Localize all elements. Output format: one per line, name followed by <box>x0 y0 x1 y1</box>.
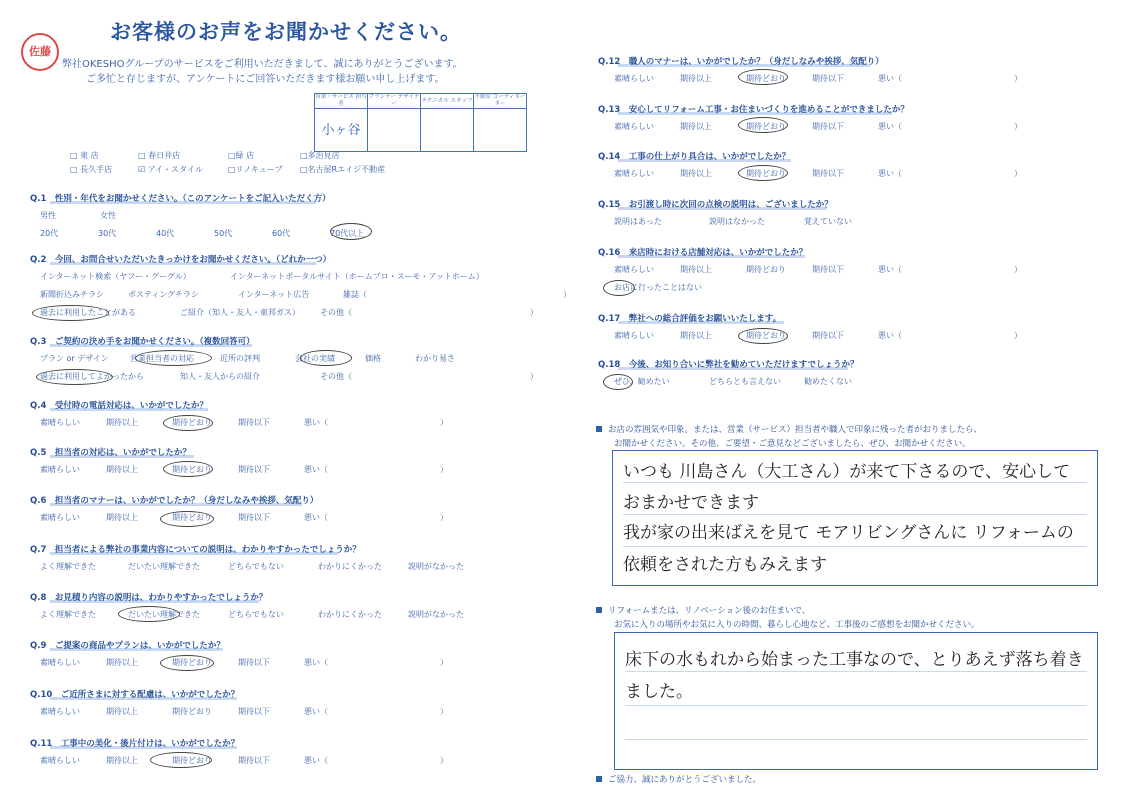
answer-option[interactable]: 素晴らしい <box>40 658 80 667</box>
store-checklist <box>70 150 385 175</box>
answer-option[interactable]: ご紹介（知人・友人・東邦ガス） <box>180 308 300 317</box>
left-question-3: Q.3 ご契約の決め手をお聞かせください。（複数回答可） <box>30 337 255 347</box>
comment2-box[interactable] <box>614 632 1098 770</box>
answer-option[interactable]: 30代 <box>98 229 117 238</box>
answer-option[interactable]: インターネットポータルサイト（ホームプロ・スーモ・アットホーム） <box>230 272 484 281</box>
answer-circle <box>118 606 180 622</box>
answer-option[interactable]: 期待どおり <box>746 265 786 274</box>
answer-option[interactable]: 期待以上 <box>680 169 712 178</box>
intro-line-2: ご多忙と存じますが、アンケートにご回答いただきます様お願い申し上げます。 <box>86 74 445 85</box>
comment1-line: おまかせできます <box>623 493 759 513</box>
answer-option[interactable]: ） <box>440 418 448 427</box>
answer-option[interactable]: 期待以下 <box>238 418 270 427</box>
answer-option[interactable]: ） <box>440 513 448 522</box>
answer-circle <box>603 374 633 390</box>
right-question-6: Q.17 弊社への総合評価をお願いいたします。 <box>598 314 782 324</box>
staff-technical-empty <box>421 109 474 152</box>
answer-option[interactable]: 70代以上 <box>330 229 365 238</box>
answer-option[interactable]: 悪い（ <box>878 169 902 178</box>
seal-stamp: 佐藤 <box>21 33 59 71</box>
answer-row <box>40 210 160 221</box>
comment2-prompt-1 <box>596 604 810 616</box>
answer-option[interactable]: どちらとも言えない <box>709 377 781 386</box>
answer-option[interactable]: 素晴らしい <box>614 265 654 274</box>
store-option[interactable]: □名古屋Rエイジ不動産 <box>300 165 386 174</box>
answer-option[interactable]: ） <box>440 756 448 765</box>
answer-option[interactable]: ） <box>530 372 538 381</box>
right-question-7: Q.18 今後、お知り合いに弊社を勧めていただけますでしょうか？ <box>598 360 859 370</box>
answer-option[interactable]: 悪い（ <box>304 513 328 522</box>
answer-option[interactable]: 悪い（ <box>304 756 328 765</box>
answer-option[interactable]: 期待どおり <box>172 465 212 474</box>
answer-option[interactable]: 期待以上 <box>106 658 138 667</box>
left-question-5: Q.5 担当者の対応は、いかがでしたか？ <box>30 448 191 458</box>
answer-circle <box>738 328 788 344</box>
answer-row <box>614 73 1034 84</box>
staff-header-technical: テクニカル スタッフ <box>421 94 474 109</box>
answer-row <box>40 512 460 523</box>
answer-circle <box>603 280 635 296</box>
answer-option[interactable]: ） <box>563 290 571 299</box>
answer-option[interactable]: ） <box>1014 265 1022 274</box>
answer-option[interactable]: 悪い（ <box>878 265 902 274</box>
comment1-prompt-1-text: お店の雰囲気や印象。または、営業（サービス）担当者や職人で印象に残った者がおりましたら、 <box>608 425 983 435</box>
answer-option[interactable]: 期待どおり <box>172 658 212 667</box>
comment2-prompt-2: お気に入りの場所やお気に入りの時間、暮らし心地など、工事後のご感想をお聞かせください。 <box>614 620 980 630</box>
answer-row <box>40 706 460 717</box>
answer-option[interactable]: わかりにくかった <box>318 610 382 619</box>
answer-circle <box>738 165 788 181</box>
left-question-2: Q.2 今回、お問合せいただいたきっかけをお聞かせください。（どれか一つ） <box>30 255 332 265</box>
answer-option[interactable]: 過去に利用してよかったから <box>40 372 144 381</box>
right-question-2: Q.13 安心してリフォーム工事・お住まいづくりを進めることができましたか？ <box>598 105 909 115</box>
store-option[interactable]: □緑 店 <box>228 151 255 160</box>
answer-option[interactable]: 素晴らしい <box>614 122 654 131</box>
answer-option[interactable]: 期待以下 <box>238 465 270 474</box>
staff-realestate-empty <box>474 109 527 152</box>
answer-row <box>614 216 899 227</box>
answer-option[interactable]: 期待どおり <box>746 74 786 83</box>
right-question-4: Q.15 お引渡し時に次回の点検の説明は、ございましたか？ <box>598 200 833 210</box>
answer-option[interactable]: どちらでもない <box>228 562 284 571</box>
answer-option[interactable]: 悪い（ <box>304 465 328 474</box>
comment2-line: 床下の水もれから始まった工事なので、とりあえず落ち着き <box>625 650 1084 670</box>
answer-option[interactable]: 素晴らしい <box>614 74 654 83</box>
answer-option[interactable]: ） <box>440 658 448 667</box>
comment1-line: いつも 川島さん（大工さん）が来て下さるので、安心して <box>623 462 1071 482</box>
answer-option[interactable]: 期待以下 <box>812 74 844 83</box>
answer-circle <box>300 350 352 366</box>
answer-circle <box>330 223 372 240</box>
answer-option[interactable]: 20代 <box>40 229 59 238</box>
answer-option[interactable]: 素晴らしい <box>40 756 80 765</box>
answer-option[interactable]: 期待以上 <box>680 74 712 83</box>
answer-option[interactable]: 期待以上 <box>680 122 712 131</box>
answer-option[interactable]: 期待以下 <box>238 658 270 667</box>
answer-row <box>614 264 1034 275</box>
thanks-text: ご協力、誠にありがとうございました。 <box>608 775 762 785</box>
store-option[interactable]: □ 春日井店 <box>138 151 181 160</box>
answer-option[interactable]: その他（ <box>320 308 352 317</box>
answer-row <box>614 168 1034 179</box>
answer-option[interactable]: 説明はなかった <box>709 217 765 226</box>
store-row-1 <box>70 150 385 161</box>
answer-option[interactable]: 50代 <box>214 229 233 238</box>
answer-option[interactable]: 期待どおり <box>172 513 212 522</box>
answer-option[interactable]: 期待以下 <box>238 756 270 765</box>
answer-option[interactable]: インターネット広告 <box>238 290 310 299</box>
answer-option[interactable]: その他（ <box>320 372 352 381</box>
answer-option[interactable]: 期待どおり <box>746 331 786 340</box>
answer-option[interactable]: 期待どおり <box>746 122 786 131</box>
staff-header-sales: 営業・サービス 担当者 <box>315 94 367 107</box>
left-question-10: Q.10 ご近所さまに対する配慮は、いかがでしたか？ <box>30 690 240 700</box>
answer-row <box>40 289 583 300</box>
answer-option[interactable]: 期待どおり <box>746 169 786 178</box>
answer-option[interactable]: 40代 <box>156 229 175 238</box>
answer-option[interactable]: 説明はあった <box>614 217 662 226</box>
thanks-note <box>596 773 761 785</box>
answer-row <box>40 417 460 428</box>
answer-circle <box>163 415 213 431</box>
answer-option[interactable]: 悪い（ <box>878 122 902 131</box>
answer-option[interactable]: どちらでもない <box>228 610 284 619</box>
answer-row <box>40 271 530 282</box>
answer-option[interactable]: 営業担当者の対応 <box>130 354 194 363</box>
store-option[interactable]: □リノキューブ <box>228 165 283 174</box>
store-option[interactable]: □ 東 店 <box>70 151 99 160</box>
comment1-prompt-2: お聞かせください。その他、ご要望・ご意見などございましたら、ぜひ、お聞かせください。 <box>614 439 971 449</box>
answer-option[interactable]: 説明がなかった <box>408 610 464 619</box>
comment1-line: 我が家の出来ばえを見て モアリビングさんに リフォームの <box>623 523 1074 543</box>
answer-row <box>40 609 488 620</box>
answer-circle <box>32 305 109 321</box>
answer-row <box>40 371 550 382</box>
answer-option[interactable]: よく理解できた <box>40 610 96 619</box>
comment2-line: ました。 <box>625 682 693 702</box>
answer-option[interactable]: お店に行ったことはない <box>614 283 702 292</box>
answer-option[interactable]: 素晴らしい <box>614 169 654 178</box>
answer-option[interactable]: インターネット検索（ヤフー・グーグル） <box>40 272 191 281</box>
answer-option[interactable]: 期待以上 <box>106 513 138 522</box>
answer-row <box>614 330 1034 341</box>
answer-option[interactable]: 近所の評判 <box>220 354 260 363</box>
answer-option[interactable]: 悪い（ <box>304 658 328 667</box>
right-question-5: Q.16 来店時における店舗対応は、いかがでしたか？ <box>598 248 808 258</box>
answer-option[interactable]: だいたい理解できた <box>128 562 200 571</box>
answer-option[interactable]: 期待以上 <box>106 707 138 716</box>
left-question-7: Q.7 担当者による弊社の事業内容についての説明は、わかりやすかったでしょうか？ <box>30 545 361 555</box>
answer-circle <box>160 511 214 527</box>
answer-option[interactable]: 60代 <box>272 229 291 238</box>
left-question-11: Q.11 工事中の美化・後片付けは、いかがでしたか？ <box>30 739 240 749</box>
answer-option[interactable]: 期待以上 <box>106 756 138 765</box>
answer-circle <box>160 655 214 671</box>
answer-option[interactable]: 覚えていない <box>804 217 852 226</box>
store-option[interactable]: □ 長久手店 <box>70 165 113 174</box>
answer-option[interactable]: 悪い（ <box>878 331 902 340</box>
answer-option[interactable]: 勧めたくない <box>804 377 852 386</box>
intro-line-1: 弊社OKESHOグループのサービスをご利用いただきまして、誠にありがとうございます。 <box>62 59 463 70</box>
answer-row <box>40 657 460 668</box>
answer-option[interactable]: 素晴らしい <box>40 707 80 716</box>
answer-row <box>40 464 460 475</box>
store-option[interactable]: ☑ アイ・スタイル <box>138 165 203 174</box>
answer-option[interactable]: ぜひ、勧めたい <box>614 377 670 386</box>
answer-option[interactable]: 期待どおり <box>172 756 212 765</box>
page-title: お客様のお声をお聞かせください。 <box>110 20 462 44</box>
comment2-prompt-1-text: リフォームまたは、リノベーション後のお住まいで、 <box>608 606 811 616</box>
answer-circle <box>163 461 213 477</box>
answer-row <box>614 121 1034 132</box>
answer-option[interactable]: 過去に利用したことがある <box>40 308 136 317</box>
answer-option[interactable]: 会社の実績 <box>295 354 335 363</box>
answer-option[interactable]: 期待以下 <box>812 169 844 178</box>
answer-option[interactable]: よく理解できた <box>40 562 96 571</box>
answer-option[interactable]: 期待以下 <box>812 265 844 274</box>
answer-option[interactable]: 期待以上 <box>106 465 138 474</box>
left-question-1: Q.1 性別・年代をお聞かせください。（このアンケートをご記入いただく方） <box>30 194 331 204</box>
answer-option[interactable]: 期待以下 <box>812 331 844 340</box>
answer-option[interactable]: 素晴らしい <box>614 331 654 340</box>
left-question-9: Q.9 ご提案の商品やプランは、いかがでしたか？ <box>30 641 225 651</box>
staff-table <box>314 93 527 152</box>
answer-option[interactable]: 悪い（ <box>304 418 328 427</box>
answer-circle <box>36 369 113 385</box>
answer-row <box>40 561 488 572</box>
answer-option[interactable]: 新聞折込みチラシ <box>40 290 104 299</box>
answer-row <box>40 307 550 318</box>
left-question-8: Q.8 お見積り内容の説明は、わかりやすかったでしょうか？ <box>30 593 268 603</box>
answer-option[interactable]: ） <box>1014 331 1022 340</box>
answer-option[interactable]: ） <box>1014 74 1022 83</box>
answer-option[interactable]: 素晴らしい <box>40 465 80 474</box>
left-question-4: Q.4 受付時の電話対応は、いかがでしたか？ <box>30 401 208 411</box>
staff-header-planner: プランナー デザイナー <box>368 94 420 107</box>
comment1-box[interactable] <box>612 450 1098 586</box>
staff-planner-empty <box>368 109 421 152</box>
answer-option[interactable]: 知人・友人からの紹介 <box>180 372 260 381</box>
answer-option[interactable]: 期待以下 <box>238 707 270 716</box>
answer-option[interactable]: 雑誌（ <box>343 290 367 299</box>
left-question-6: Q.6 担当者のマナーは、いかがでしたか？（身だしなみや挨拶、気配り） <box>30 496 319 506</box>
answer-option[interactable]: ） <box>440 465 448 474</box>
answer-option[interactable]: 期待どおり <box>172 707 212 716</box>
answer-circle <box>135 350 212 366</box>
answer-circle <box>738 69 788 85</box>
answer-option[interactable]: わかりにくかった <box>318 562 382 571</box>
comment1-prompt-1 <box>596 423 982 435</box>
answer-row <box>614 376 899 387</box>
answer-option[interactable]: 期待以上 <box>680 265 712 274</box>
answer-option[interactable]: 説明がなかった <box>408 562 464 571</box>
answer-row <box>40 353 475 364</box>
answer-option[interactable]: ポスティングチラシ <box>128 290 200 299</box>
answer-option[interactable]: 悪い（ <box>304 707 328 716</box>
answer-option[interactable]: 素晴らしい <box>40 513 80 522</box>
comment1-line: 依頼をされた方もみえます <box>623 555 827 575</box>
answer-option[interactable]: 期待以下 <box>238 513 270 522</box>
answer-option[interactable]: 女性 <box>100 211 116 220</box>
answer-option[interactable]: ） <box>1014 122 1022 131</box>
answer-option[interactable]: 悪い（ <box>878 74 902 83</box>
answer-option[interactable]: 素晴らしい <box>40 418 80 427</box>
answer-circle <box>738 117 788 133</box>
store-option[interactable]: □多治見店 <box>300 151 340 160</box>
answer-option[interactable]: ） <box>1014 169 1022 178</box>
answer-option[interactable]: ） <box>440 707 448 716</box>
right-question-3: Q.14 工事の仕上がり具合は、いかがでしたか？ <box>598 152 791 162</box>
staff-header-realestate: 不動産 コーディネーター <box>474 94 526 107</box>
answer-option[interactable]: 男性 <box>40 211 56 220</box>
right-question-1: Q.12 職人のマナーは、いかがでしたか？（身だしなみや挨拶、気配り） <box>598 57 884 67</box>
answer-option[interactable]: 価格 <box>365 354 381 363</box>
answer-option[interactable]: プラン or デザイン <box>40 354 109 363</box>
answer-option[interactable]: だいたい理解できた <box>128 610 200 619</box>
store-row-2 <box>70 164 385 175</box>
answer-option[interactable]: ） <box>530 308 538 317</box>
answer-circle <box>150 752 212 768</box>
answer-option[interactable]: 期待以下 <box>812 122 844 131</box>
answer-option[interactable]: 期待以上 <box>106 418 138 427</box>
answer-row <box>40 755 460 766</box>
answer-option[interactable]: わかり易さ <box>415 354 455 363</box>
answer-option[interactable]: 期待以上 <box>680 331 712 340</box>
answer-option[interactable]: 期待どおり <box>172 418 212 427</box>
staff-sales-name: 小ヶ谷 <box>315 109 368 152</box>
